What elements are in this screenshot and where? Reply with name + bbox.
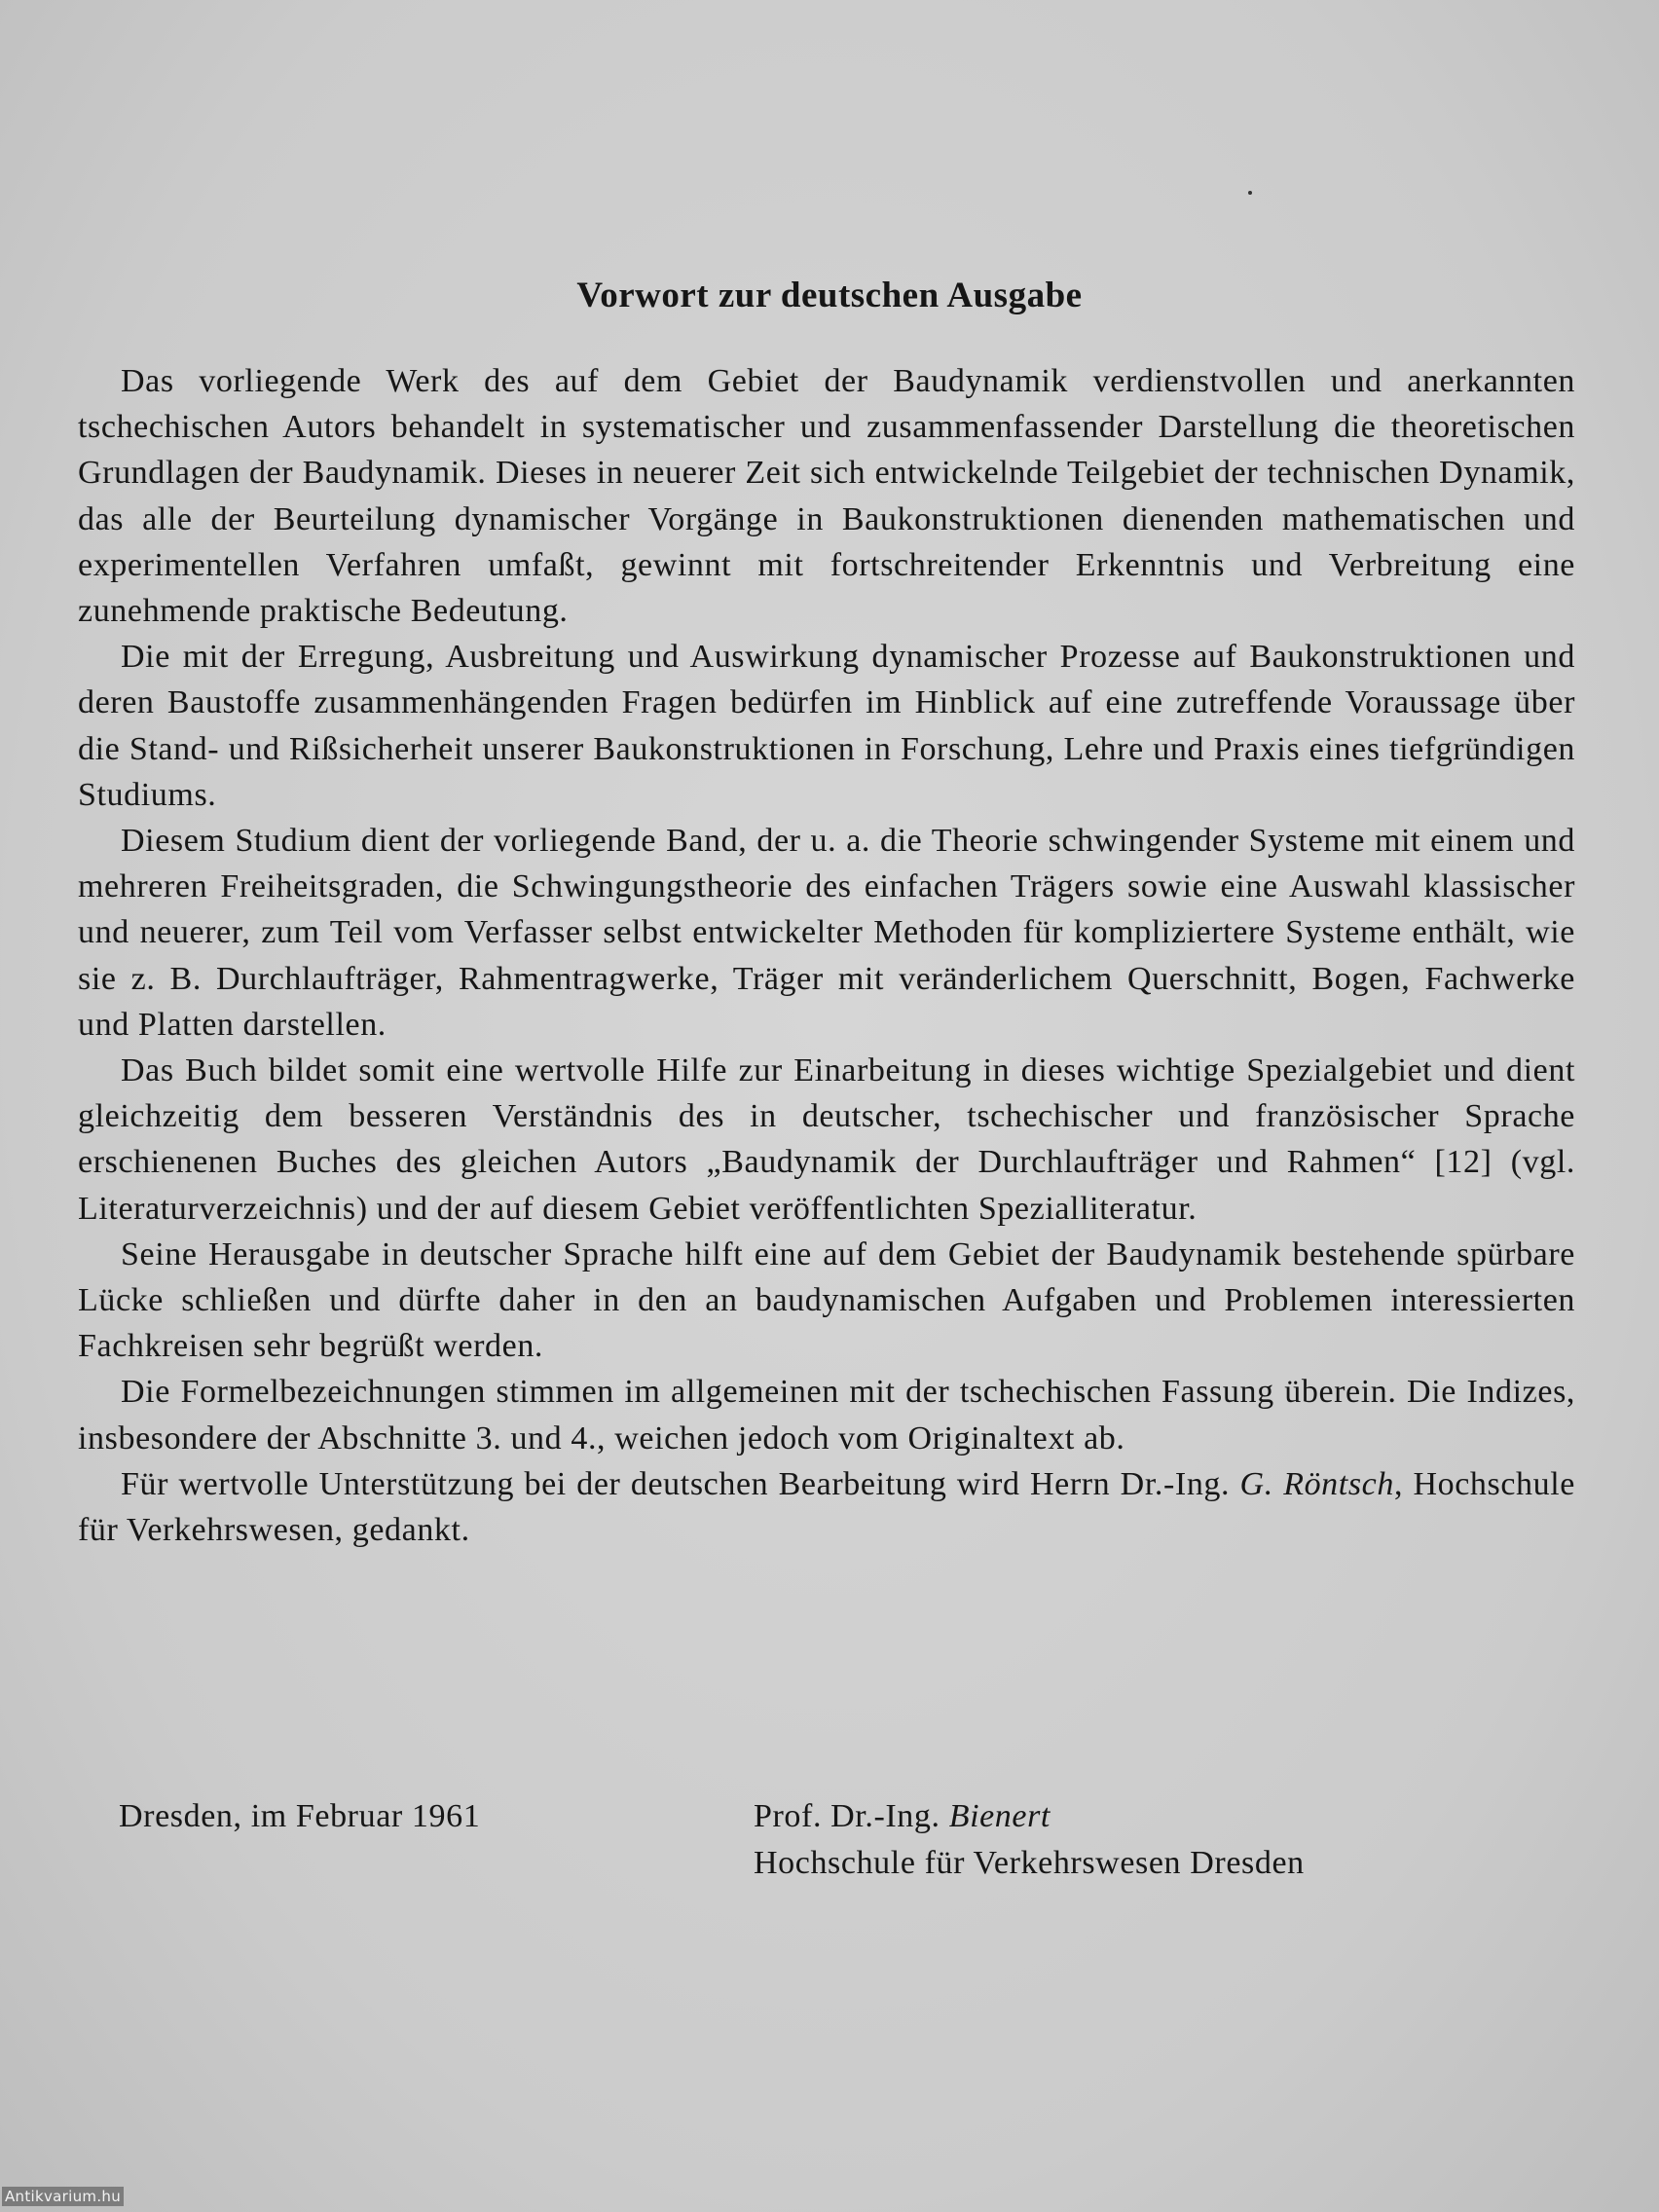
paragraph: Die Formelbezeichnungen stimmen im allgemeinen mit der tschechischen Fassung überein. Die Indizes, insbesondere der Abschnitte 3. und 4., weichen jedoch vom Originaltext ab.	[78, 1374, 1575, 1456]
acknowledgement-text-end: , Hochschule für Verkehrswesen, gedankt.	[78, 1465, 1575, 1549]
acknowledgement-text-start: Für wertvolle Unterstützung bei der deutschen Bearbeitung wird Herrn Dr.-Ing.	[121, 1465, 1240, 1502]
dust-speck	[1248, 191, 1252, 195]
author-name: Bienert	[948, 1798, 1051, 1834]
paragraph: Diesem Studium dient der vorliegende Band, der u. a. die Theorie schwingender Systeme mit einem und mehreren Freiheitsgraden, die Schwingungstheorie des einfachen Trägers sowie eine Auswahl klassischer und neuerer, zum Teil vom Verfasser selbst entwickelter Methoden für kompliziertere Systeme enthält, wie sie z. B. Durchlaufträger, Rahmentragwerke, Träger mit veränderlichem Querschnitt, Bogen, Fachwerke und Platten darstellen.	[78, 823, 1575, 1043]
acknowledged-person: G. Röntsch	[1239, 1465, 1394, 1502]
author-affiliation: Hochschule für Verkehrswesen Dresden	[754, 1845, 1305, 1881]
paragraph: Seine Herausgabe in deutscher Sprache hilft eine auf dem Gebiet der Baudynamik bestehende spürbare Lücke schließen und dürfte daher in den an baudynamischen Aufgaben und Problemen interessierten Fachkreisen sehr begrüßt werden.	[78, 1235, 1575, 1365]
acknowledgement-paragraph	[78, 1461, 1575, 1553]
body-text	[78, 358, 1575, 1553]
author-title: Prof. Dr.-Ing.	[754, 1798, 949, 1834]
watermark-logo: Antikvarium.hu	[2, 2187, 124, 2206]
page-title: Vorwort zur deutschen Ausgabe	[576, 276, 1083, 315]
paragraph: Die mit der Erregung, Ausbreitung und Auswirkung dynamischer Prozesse auf Baukonstruktionen und deren Baustoffe zusammenhängenden Fragen bedürfen im Hinblick auf eine zutreffende Voraussage über die Stand- und Rißsicherheit unserer Baukonstruktionen in Forschung, Lehre und Praxis eines tiefgründigen Studiums.	[78, 639, 1575, 813]
paragraph: Das vorliegende Werk des auf dem Gebiet der Baudynamik verdienstvollen und anerkannten tschechischen Autors behandelt in systematischer und zusammenfassender Darstellung die theoretischen Grundlagen der Baudynamik. Dieses in neuerer Zeit sich entwickelnde Teilgebiet der technischen Dynamik, das alle der Beurteilung dynamischer Vorgänge in Baukonstruktionen dienenden mathematischen und experimentellen Verfahren umfaßt, gewinnt mit fortschreitender Erkenntnis und Verbreitung eine zunehmende praktische Bedeutung.	[78, 363, 1575, 630]
author-line	[754, 1793, 1305, 1840]
place-date: Dresden, im Februar 1961	[119, 1798, 481, 1834]
paragraph: Das Buch bildet somit eine wertvolle Hilfe zur Einarbeitung in dieses wichtige Spezialgebiet und dient gleichzeitig dem besseren Verständnis des in deutscher, tschechischer und französischer Sprache erschienenen Buches des gleichen Autors „Baudynamik der Durchlaufträger und Rahmen“ [12] (vgl. Literaturverzeichnis) und der auf diesem Gebiet veröffentlichten Spezialliteratur.	[78, 1052, 1575, 1227]
author-block	[754, 1793, 1305, 1887]
